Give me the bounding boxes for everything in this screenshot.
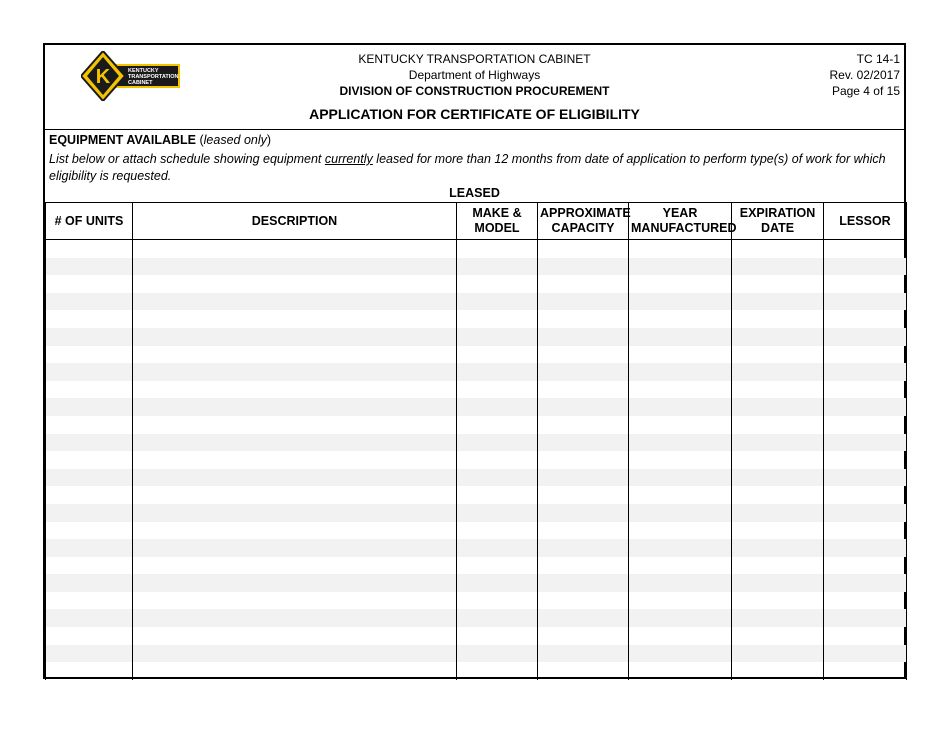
table-cell[interactable] [133,346,457,364]
table-cell[interactable] [457,451,538,469]
table-row [46,240,907,258]
table-cell[interactable] [824,609,907,627]
table-cell[interactable] [46,539,133,557]
form-number: TC 14-1 [856,52,900,66]
table-cell[interactable] [46,258,133,276]
table-row [46,258,907,276]
table-row [46,275,907,293]
table-cell[interactable] [46,416,133,434]
table-cell[interactable] [629,310,732,328]
table-cell[interactable] [457,328,538,346]
table-cell[interactable] [46,522,133,540]
table-cell[interactable] [732,451,824,469]
table-cell[interactable] [46,609,133,627]
table-cell[interactable] [824,574,907,592]
table-cell[interactable] [133,310,457,328]
table-cell[interactable] [629,645,732,663]
table-cell[interactable] [133,662,457,680]
table-cell[interactable] [133,398,457,416]
table-cell[interactable] [629,275,732,293]
form-info [830,51,901,99]
col-lessor: LESSOR [824,203,907,240]
table-cell[interactable] [732,258,824,276]
table-cell[interactable] [538,240,629,258]
table-cell[interactable] [824,486,907,504]
table-cell[interactable] [457,609,538,627]
table-row [46,434,907,452]
table-cell[interactable] [46,363,133,381]
table-cell[interactable] [133,504,457,522]
table-row [46,574,907,592]
table-cell[interactable] [629,258,732,276]
table-cell[interactable] [46,381,133,399]
table-cell[interactable] [732,328,824,346]
table-row [46,416,907,434]
table-cell[interactable] [629,381,732,399]
table-cell[interactable] [46,557,133,575]
table-cell[interactable] [629,398,732,416]
instructions [49,151,907,185]
table-cell[interactable] [732,609,824,627]
table-cell[interactable] [457,293,538,311]
table-row [46,363,907,381]
table-cell[interactable] [732,346,824,364]
agency-heading [45,51,904,99]
table-cell[interactable] [732,522,824,540]
table-cell[interactable] [457,662,538,680]
table-row [46,522,907,540]
table-row [46,310,907,328]
table-cell[interactable] [457,381,538,399]
table-cell[interactable] [133,592,457,610]
logo-letter: K [95,66,111,88]
form-header [45,45,904,130]
table-caption: LEASED [449,186,500,200]
table-cell[interactable] [629,486,732,504]
table-cell[interactable] [457,416,538,434]
table-cell[interactable] [824,381,907,399]
table-cell[interactable] [457,557,538,575]
section-label-bold: EQUIPMENT AVAILABLE [49,133,196,147]
table-cell[interactable] [133,609,457,627]
table-cell[interactable] [629,346,732,364]
table-cell[interactable] [133,328,457,346]
table-cell[interactable] [46,627,133,645]
table-cell[interactable] [538,504,629,522]
table-cell[interactable] [732,557,824,575]
table-cell[interactable] [538,328,629,346]
col-description: DESCRIPTION [133,203,457,240]
table-cell[interactable] [538,381,629,399]
table-cell[interactable] [824,557,907,575]
table-cell[interactable] [538,592,629,610]
table-cell[interactable] [824,398,907,416]
table-cell[interactable] [732,293,824,311]
table-cell[interactable] [457,346,538,364]
table-row [46,328,907,346]
table-cell[interactable] [732,275,824,293]
table-cell[interactable] [538,310,629,328]
table-cell[interactable] [629,574,732,592]
table-cell[interactable] [457,363,538,381]
table-cell[interactable] [824,346,907,364]
table-cell[interactable] [46,328,133,346]
table-cell[interactable] [133,451,457,469]
table-cell[interactable] [46,469,133,487]
table-cell[interactable] [538,557,629,575]
table-cell[interactable] [538,469,629,487]
table-cell[interactable] [133,645,457,663]
agency-name: KENTUCKY TRANSPORTATION CABINET [358,52,591,66]
table-cell[interactable] [629,240,732,258]
col-capacity: APPROXIMATE CAPACITY [538,203,629,240]
table-cell[interactable] [629,627,732,645]
table-cell[interactable] [732,645,824,663]
table-cell[interactable] [457,398,538,416]
table-cell[interactable] [538,627,629,645]
table-cell[interactable] [824,293,907,311]
table-row [46,469,907,487]
table-cell[interactable] [457,240,538,258]
table-cell[interactable] [46,434,133,452]
table-cell[interactable] [824,539,907,557]
table-cell[interactable] [732,486,824,504]
table-cell[interactable] [133,539,457,557]
table-cell[interactable] [457,275,538,293]
table-cell[interactable] [133,522,457,540]
table-cell[interactable] [538,662,629,680]
table-cell[interactable] [824,627,907,645]
table-cell[interactable] [538,258,629,276]
table-cell[interactable] [824,592,907,610]
table-row [46,451,907,469]
table-body [46,240,907,680]
division-name: DIVISION OF CONSTRUCTION PROCUREMENT [339,84,610,98]
table-cell[interactable] [538,293,629,311]
table-cell[interactable] [133,574,457,592]
col-make-model: MAKE & MODEL [457,203,538,240]
table-cell[interactable] [629,592,732,610]
table-cell[interactable] [629,434,732,452]
table-cell[interactable] [46,574,133,592]
table-cell[interactable] [538,398,629,416]
table-cell[interactable] [824,258,907,276]
table-cell[interactable] [732,627,824,645]
table-row [46,486,907,504]
table-cell[interactable] [732,240,824,258]
table-cell[interactable] [538,574,629,592]
table-cell[interactable] [629,451,732,469]
table-cell[interactable] [538,486,629,504]
table-cell[interactable] [824,451,907,469]
table-cell[interactable] [538,434,629,452]
table-cell[interactable] [46,504,133,522]
table-cell[interactable] [457,486,538,504]
table-cell[interactable] [46,310,133,328]
table-cell[interactable] [824,469,907,487]
table-cell[interactable] [629,609,732,627]
table-cell[interactable] [732,363,824,381]
logo-text-line: TRANSPORTATION [128,74,179,80]
table-cell[interactable] [732,434,824,452]
table-row [46,539,907,557]
table-cell[interactable] [46,662,133,680]
table-cell[interactable] [732,416,824,434]
table-cell[interactable] [824,240,907,258]
table-cell[interactable] [457,434,538,452]
table-cell[interactable] [629,328,732,346]
table-cell[interactable] [133,416,457,434]
table-row [46,557,907,575]
table-cell[interactable] [457,592,538,610]
table-cell[interactable] [538,539,629,557]
table-row [46,293,907,311]
table-cell[interactable] [732,504,824,522]
table-cell[interactable] [732,381,824,399]
table-cell[interactable] [629,469,732,487]
form-title: APPLICATION FOR CERTIFICATE OF ELIGIBILITY [309,106,640,122]
logo-text-line: KENTUCKY [128,68,159,74]
table-cell[interactable] [457,539,538,557]
table-cell[interactable] [46,293,133,311]
table-cell[interactable] [732,539,824,557]
table-cell[interactable] [457,469,538,487]
table-cell[interactable] [133,557,457,575]
table-cell[interactable] [457,627,538,645]
table-cell[interactable] [46,275,133,293]
col-year: YEAR MANUFACTURED [629,203,732,240]
table-cell[interactable] [824,275,907,293]
table-cell[interactable] [824,522,907,540]
table-cell[interactable] [629,293,732,311]
table-cell[interactable] [46,346,133,364]
table-cell[interactable] [629,557,732,575]
table-cell[interactable] [732,574,824,592]
section-label-italic: leased only [203,133,267,147]
table-cell[interactable] [46,398,133,416]
table-cell[interactable] [538,346,629,364]
table-row [46,662,907,680]
table-header-row [46,203,907,240]
table-row [46,398,907,416]
instructions-emphasis: currently [324,152,373,166]
form-frame [43,43,906,679]
table-cell[interactable] [133,258,457,276]
table-cell[interactable] [824,504,907,522]
table-cell[interactable] [824,645,907,663]
table-cell[interactable] [824,310,907,328]
table-cell[interactable] [133,293,457,311]
table-row [46,645,907,663]
table-cell[interactable] [732,310,824,328]
table-cell[interactable] [629,662,732,680]
revision-date: Rev. 02/2017 [829,68,900,82]
table-row [46,504,907,522]
table-cell[interactable] [538,275,629,293]
table-cell[interactable] [46,486,133,504]
col-expiration: EXPIRATION DATE [732,203,824,240]
instructions-text: leased for more than 12 months from date of application to perform type(s) of work for which eligibility is requested. [49,152,886,183]
equipment-table [45,202,907,680]
table-cell[interactable] [538,451,629,469]
table-cell[interactable] [732,469,824,487]
table-cell[interactable] [133,627,457,645]
table-cell[interactable] [133,275,457,293]
table-cell[interactable] [133,240,457,258]
table-cell[interactable] [629,504,732,522]
table-cell[interactable] [46,451,133,469]
table-row [46,627,907,645]
table-cell[interactable] [732,398,824,416]
table-cell[interactable] [629,416,732,434]
table-cell[interactable] [46,240,133,258]
table-cell[interactable] [457,504,538,522]
department-name: Department of Highways [408,68,541,82]
table-cell[interactable] [824,328,907,346]
table-cell[interactable] [538,363,629,381]
table-cell[interactable] [133,486,457,504]
table-row [46,381,907,399]
paren: ) [266,133,272,147]
table-cell[interactable] [46,645,133,663]
table-cell[interactable] [457,645,538,663]
table-cell[interactable] [133,363,457,381]
logo-text-line: CABINET [128,80,153,86]
table-cell[interactable] [629,539,732,557]
page-number: Page 4 of 15 [831,84,900,98]
table-cell[interactable] [732,592,824,610]
table-cell[interactable] [133,469,457,487]
table-cell[interactable] [538,416,629,434]
table-cell[interactable] [46,592,133,610]
table-cell[interactable] [824,434,907,452]
table-row [46,592,907,610]
table-cell[interactable] [457,574,538,592]
table-cell[interactable] [457,258,538,276]
instructions-text: List below or attach schedule showing equipment [49,152,325,166]
table-cell[interactable] [732,662,824,680]
table-row [46,346,907,364]
table-cell[interactable] [824,363,907,381]
table-cell[interactable] [629,522,732,540]
table-cell[interactable] [457,310,538,328]
table-cell[interactable] [133,434,457,452]
table-cell[interactable] [133,381,457,399]
table-cell[interactable] [538,522,629,540]
table-cell[interactable] [538,609,629,627]
table-cell[interactable] [457,522,538,540]
section-label [49,133,271,147]
table-cell[interactable] [824,416,907,434]
table-cell[interactable] [629,363,732,381]
table-cell[interactable] [538,645,629,663]
table-row [46,609,907,627]
paren: ( [196,133,204,147]
table-cell[interactable] [824,662,907,680]
col-units: # OF UNITS [46,203,133,240]
